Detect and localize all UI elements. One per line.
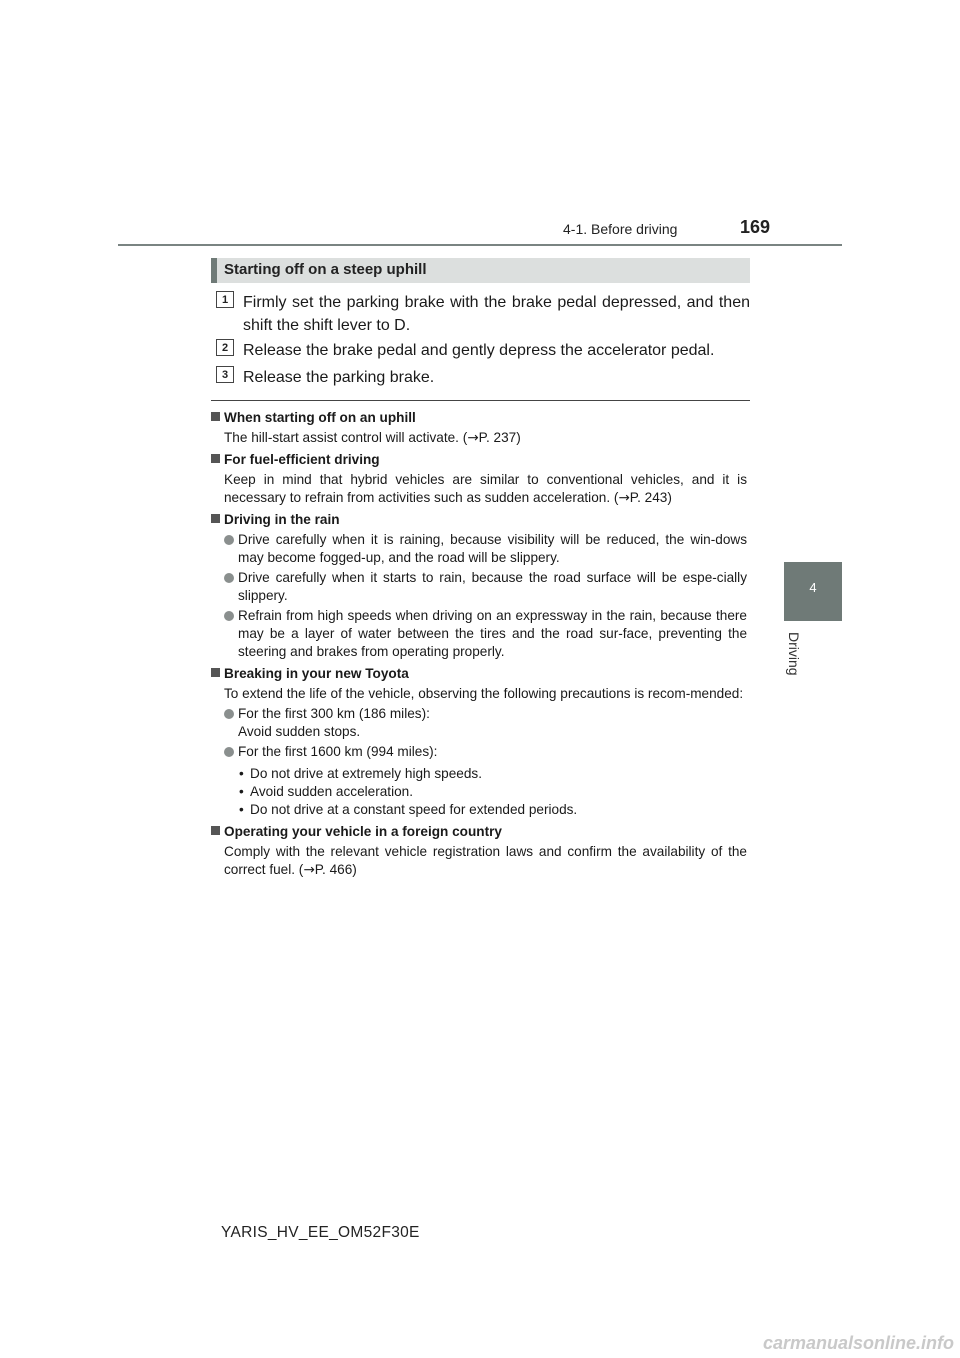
page-reference-link[interactable]: P. 243) <box>629 490 672 505</box>
note-heading-breakin: Breaking in your new Toyota <box>211 665 747 683</box>
header-section: 4-1. Before driving <box>563 221 678 237</box>
page-reference-link[interactable]: P. 466) <box>314 862 357 877</box>
note-heading-foreign: Operating your vehicle in a foreign country <box>211 823 747 841</box>
chapter-tab[interactable] <box>784 562 842 621</box>
chapter-label: Driving <box>786 632 802 676</box>
page-reference-link[interactable]: P. 237) <box>478 430 521 445</box>
step-text: Release the brake pedal and gently depress the accelerator pedal. <box>243 342 715 359</box>
square-bullet-icon <box>211 514 220 523</box>
arrow-right-icon: → <box>303 862 315 878</box>
note-heading-uphill: When starting off on an uphill <box>211 409 747 427</box>
note-text-breakin: To extend the life of the vehicle, observing the following precautions is recom-mended: <box>224 686 744 701</box>
header-rule <box>118 244 842 246</box>
note-text-fuel: Keep in mind that hybrid vehicles are similar to conventional vehicles, and it is necessary to refrain from activities such as sudden acceleration. (→P. 243) <box>224 472 747 506</box>
circle-bullet-icon <box>224 747 234 757</box>
arrow-right-icon: → <box>618 490 630 506</box>
arrow-right-icon: → <box>467 430 479 446</box>
list-item: For the first 1600 km (994 miles): <box>224 743 747 761</box>
circle-bullet-icon <box>224 611 234 621</box>
circle-bullet-icon <box>224 709 234 719</box>
step-text: Release the parking brake. <box>243 369 435 386</box>
notes-section <box>211 405 747 879</box>
list-item: For the first 300 km (186 miles): Avoid sudden stops. <box>224 705 747 741</box>
sub-list-item: • Avoid sudden acceleration. <box>239 783 747 801</box>
step-number-badge: 2 <box>216 339 234 356</box>
step-number-badge: 1 <box>216 291 234 308</box>
page-number: 169 <box>740 217 771 237</box>
section-divider <box>211 400 750 401</box>
circle-bullet-icon <box>224 573 234 583</box>
list-item: Drive carefully when it starts to rain, because the road surface will be espe-cially slippery. <box>224 569 747 605</box>
circle-bullet-icon <box>224 535 234 545</box>
square-bullet-icon <box>211 454 220 463</box>
square-bullet-icon <box>211 412 220 421</box>
note-heading-rain: Driving in the rain <box>211 511 747 529</box>
sub-list-item: • Do not drive at extremely high speeds. <box>239 765 747 783</box>
section-heading-bar <box>211 258 750 283</box>
list-item: Refrain from high speeds when driving on an expressway in the rain, because there may be a layer of water between the tires and the road sur-face, preventing the steering and brakes from operating properly. <box>224 607 747 661</box>
chapter-number: 4 <box>809 580 817 595</box>
sub-list-item: • Do not drive at a constant speed for extended periods. <box>239 801 747 819</box>
note-heading-fuel: For fuel-efficient driving <box>211 451 747 469</box>
square-bullet-icon <box>211 668 220 677</box>
watermark: carmanualsonline.info <box>762 1333 954 1353</box>
footer-doc-code: YARIS_HV_EE_OM52F30E <box>221 1224 420 1241</box>
sub-list <box>239 765 747 819</box>
section-heading-title: Starting off on a steep uphill <box>224 261 427 278</box>
note-text-uphill: The hill-start assist control will activate. (→P. 237) <box>224 430 521 446</box>
section-heading-accent <box>211 258 217 283</box>
square-bullet-icon <box>211 826 220 835</box>
step-number-badge: 3 <box>216 366 234 383</box>
step-text: Firmly set the parking brake with the brake pedal depressed, and then shift the shift lever to D. <box>243 294 750 334</box>
list-item: Drive carefully when it is raining, because visibility will be reduced, the win-dows may become fogged-up, and the road will be slippery. <box>224 531 747 567</box>
note-text-foreign: Comply with the relevant vehicle registration laws and confirm the availability of the correct fuel. (→P. 466) <box>224 844 747 878</box>
